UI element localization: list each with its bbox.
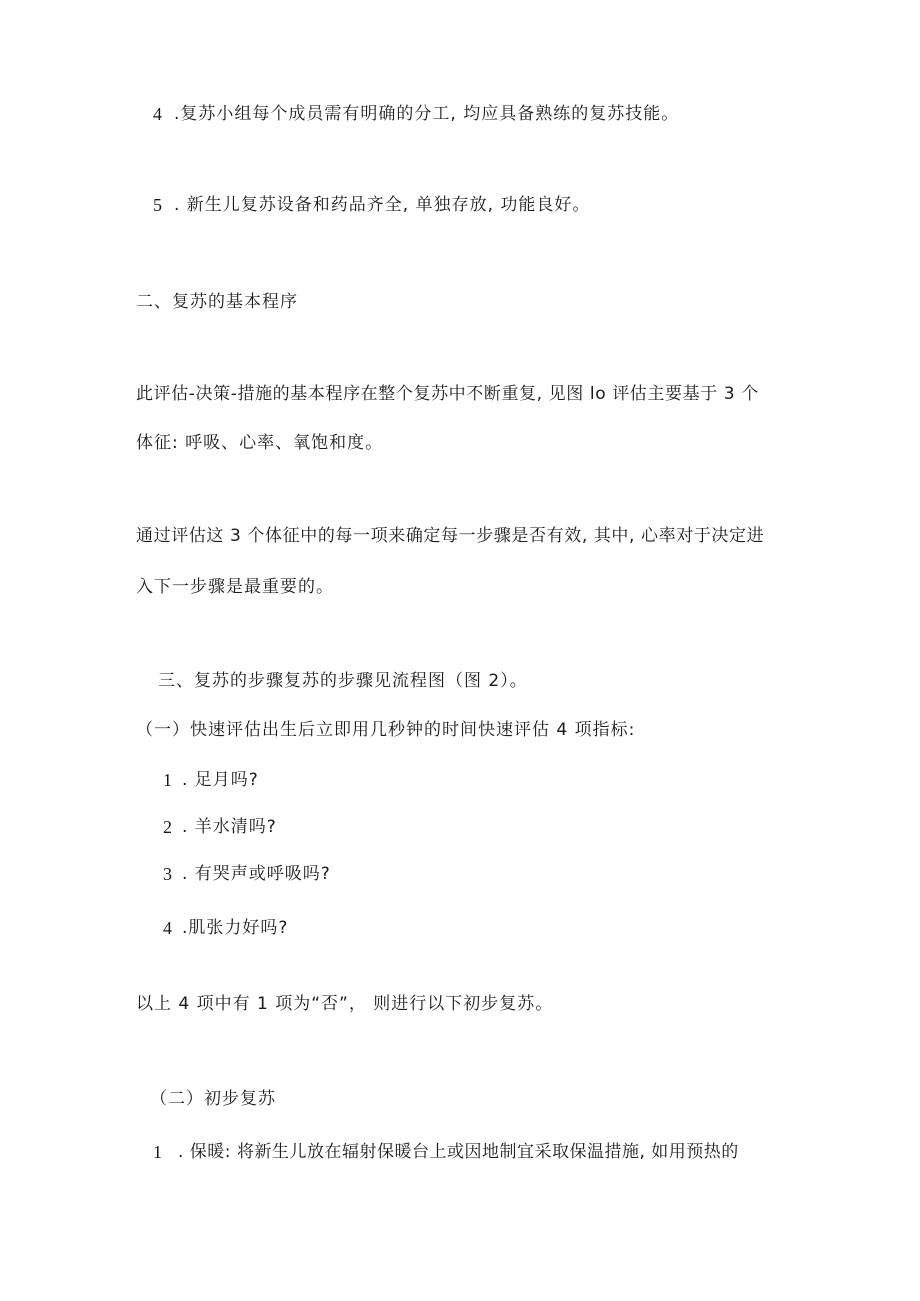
assessment-item-2-number: 2 (163, 817, 172, 837)
section-3-sub-1-heading: （一）快速评估出生后立即用几秒钟的时间快速评估 4 项指标: (136, 720, 636, 740)
initial-resuscitation-item-1-number: 1 (153, 1142, 162, 1162)
assessment-item-4-number: 4 (163, 918, 172, 938)
section-3-heading: 三、复苏的步骤复苏的步骤见流程图（图 2）。 (158, 671, 528, 691)
setup-item-5-number: 5 (153, 195, 162, 215)
assessment-item-1-number: 1 (163, 770, 172, 790)
assessment-item-3-text: . 有哭声或呼吸吗? (182, 864, 331, 884)
assessment-item-4-text: .肌张力好吗? (182, 918, 289, 938)
assessment-item-3-number: 3 (163, 864, 172, 884)
assessment-item-2-text: . 羊水清吗? (182, 817, 277, 837)
section-2-paragraph-1-line-2: 体征: 呼吸、心率、氧饱和度。 (136, 433, 384, 453)
initial-resuscitation-item-1-text: . 保暖: 将新生儿放在辐射保暖台上或因地制宜采取保温措施, 如用预热的 (178, 1142, 739, 1162)
assessment-item-1-text: . 足月吗? (182, 770, 259, 790)
section-2-paragraph-2-line-2: 入下一步骤是最重要的。 (136, 577, 334, 597)
setup-item-4-text: .复苏小组每个成员需有明确的分工, 均应具备熟练的复苏技能。 (174, 104, 680, 124)
setup-item-5-text: . 新生儿复苏设备和药品齐全, 单独存放, 功能良好。 (174, 195, 591, 215)
assessment-summary: 以上 4 项中有 1 项为“否”， 则进行以下初步复苏。 (136, 994, 554, 1014)
section-2-paragraph-2-line-1: 通过评估这 3 个体征中的每一项来确定每一步骤是否有效, 其中, 心率对于决定进 (136, 526, 765, 546)
section-3-sub-2-heading: （二）初步复苏 (150, 1089, 276, 1109)
section-2-heading: 二、复苏的基本程序 (136, 292, 298, 312)
setup-item-4-number: 4 (153, 104, 162, 124)
section-2-paragraph-1-line-1: 此评估-决策-措施的基本程序在整个复苏中不断重复, 见图 lo 评估主要基于 3 个 (136, 384, 759, 404)
